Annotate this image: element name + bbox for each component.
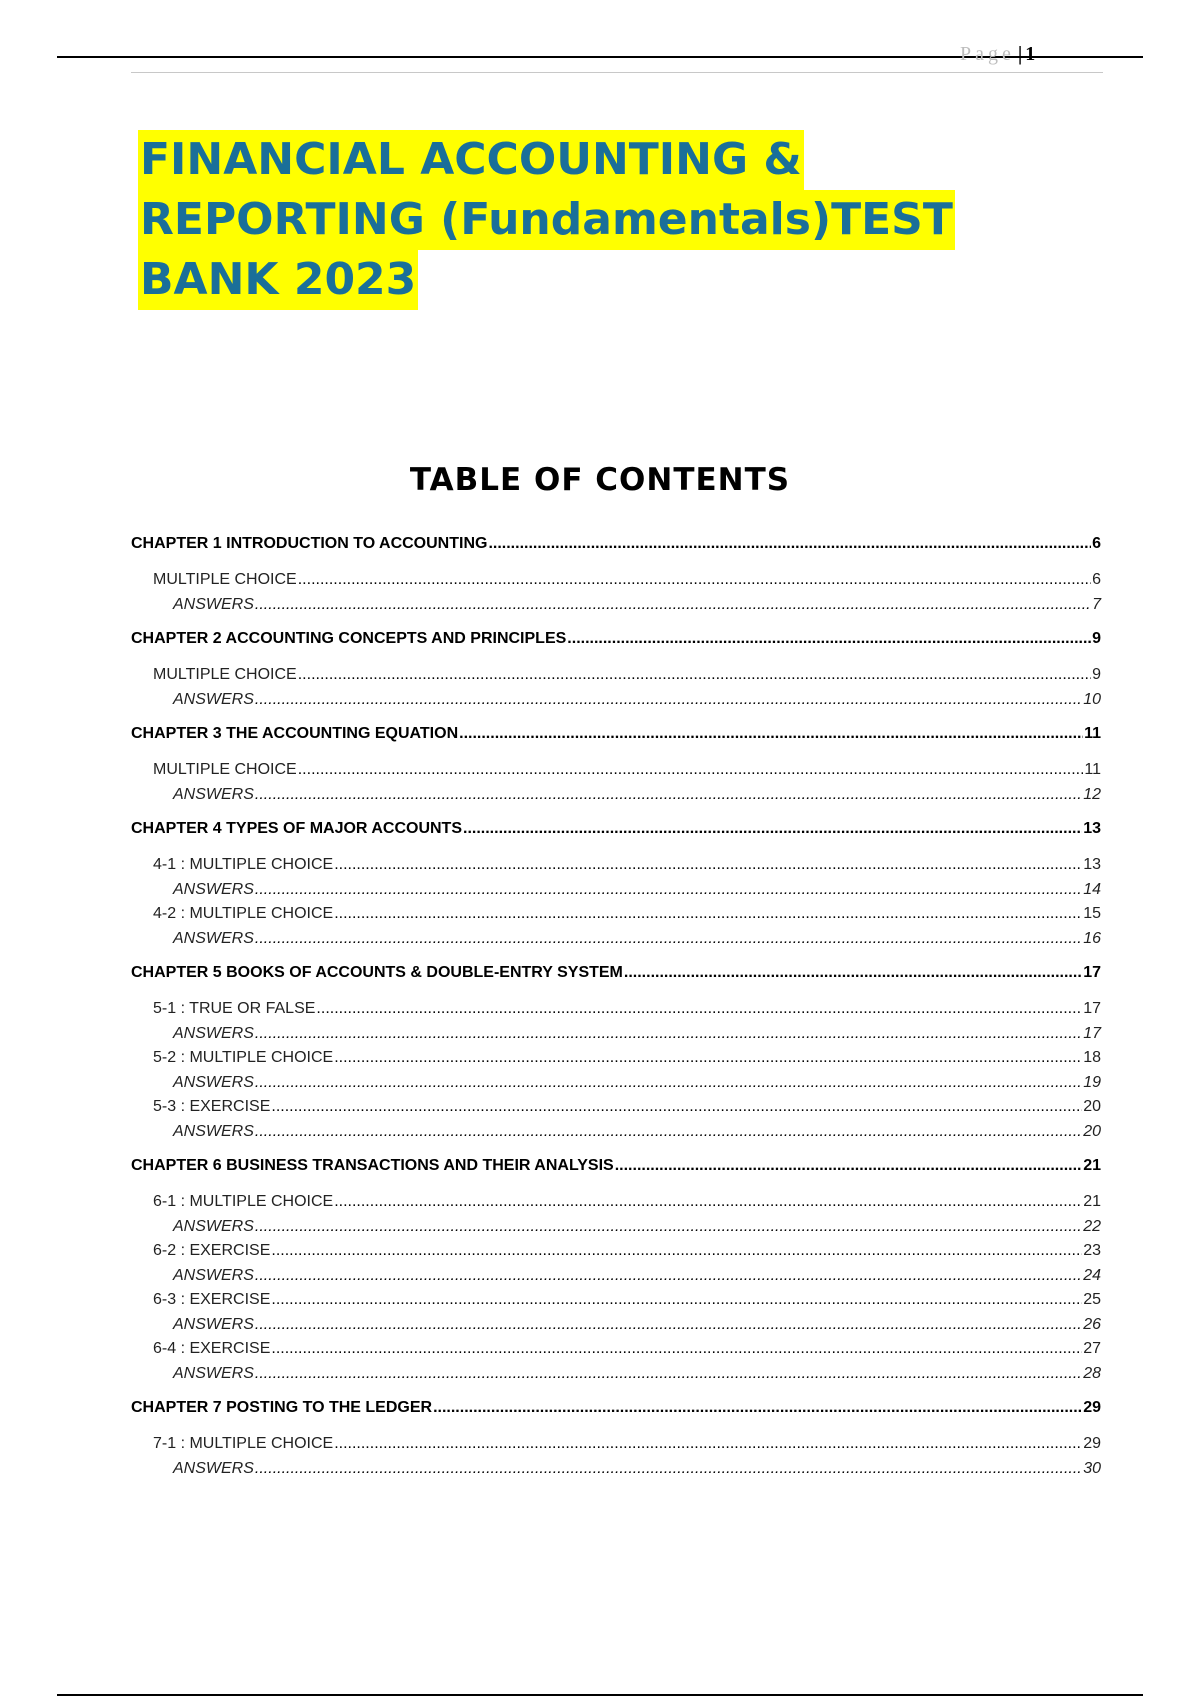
toc-section-entry[interactable] <box>131 1291 1101 1313</box>
toc-entry-label: CHAPTER 7 POSTING TO THE LEDGER <box>131 1399 433 1416</box>
toc-dot-leader <box>255 1365 1082 1383</box>
toc-entry-label: 6-1 : MULTIPLE CHOICE <box>153 1193 334 1210</box>
toc-entry-page: 17 <box>1083 1024 1101 1042</box>
page-number: 1 <box>1025 43 1036 65</box>
title-line-3: BANK 2023 <box>138 250 418 310</box>
toc-dot-leader <box>567 630 1091 648</box>
toc-entry-page: 15 <box>1083 905 1101 922</box>
toc-answers-entry[interactable] <box>131 1123 1101 1145</box>
title-line-1: FINANCIAL ACCOUNTING & <box>138 130 804 190</box>
toc-entry-label: ANSWERS <box>173 1122 254 1140</box>
toc-entry-page: 21 <box>1083 1193 1101 1210</box>
toc-chapter-entry[interactable] <box>131 535 1101 557</box>
toc-dot-leader <box>271 1242 1082 1260</box>
toc-dot-leader <box>255 1123 1082 1141</box>
toc-entry-label: CHAPTER 6 BUSINESS TRANSACTIONS AND THEIR ANALYSIS <box>131 1157 614 1174</box>
toc-entry-page: 26 <box>1083 1315 1101 1333</box>
toc-entry-page: 21 <box>1083 1157 1101 1174</box>
toc-dot-leader <box>255 930 1082 948</box>
toc-entry-page: 19 <box>1083 1073 1101 1091</box>
toc-entry-label: MULTIPLE CHOICE <box>153 666 297 683</box>
toc-dot-leader <box>463 820 1082 838</box>
toc-entry-label: ANSWERS <box>173 1217 254 1235</box>
toc-answers-entry[interactable] <box>131 1460 1101 1482</box>
toc-entry-page: 9 <box>1092 630 1101 647</box>
toc-chapter-entry[interactable] <box>131 630 1101 652</box>
toc-dot-leader <box>255 881 1082 899</box>
toc-entry-label: ANSWERS <box>173 1073 254 1091</box>
toc-entry-page: 22 <box>1083 1217 1101 1235</box>
toc-entry-label: 6-4 : EXERCISE <box>153 1340 271 1357</box>
toc-section-entry[interactable] <box>131 1098 1101 1120</box>
toc-answers-entry[interactable] <box>131 1316 1101 1338</box>
toc-entry-label: 5-2 : MULTIPLE CHOICE <box>153 1049 334 1066</box>
toc-entry-label: CHAPTER 1 INTRODUCTION TO ACCOUNTING <box>131 535 488 552</box>
toc-entry-page: 25 <box>1083 1291 1101 1308</box>
toc-entry-label: 4-2 : MULTIPLE CHOICE <box>153 905 334 922</box>
toc-dot-leader <box>334 905 1082 923</box>
toc-answers-entry[interactable] <box>131 1365 1101 1387</box>
toc-entry-label: 6-2 : EXERCISE <box>153 1242 271 1259</box>
toc-entry-page: 27 <box>1083 1340 1101 1357</box>
toc-section-entry[interactable] <box>131 571 1101 593</box>
toc-dot-leader <box>298 761 1084 779</box>
toc-entry-label: ANSWERS <box>173 1024 254 1042</box>
toc-dot-leader <box>624 964 1082 982</box>
toc-entry-label: CHAPTER 5 BOOKS OF ACCOUNTS & DOUBLE-ENTRY SYSTEM <box>131 964 623 981</box>
toc-dot-leader <box>488 535 1091 553</box>
toc-answers-entry[interactable] <box>131 691 1101 713</box>
toc-entry-label: 5-1 : TRUE OR FALSE <box>153 1000 316 1017</box>
toc-answers-entry[interactable] <box>131 786 1101 808</box>
toc-answers-entry[interactable] <box>131 1025 1101 1047</box>
toc-dot-leader <box>271 1291 1082 1309</box>
toc-entry-label: 5-3 : EXERCISE <box>153 1098 271 1115</box>
toc-entry-label: CHAPTER 4 TYPES OF MAJOR ACCOUNTS <box>131 820 462 837</box>
toc-answers-entry[interactable] <box>131 1074 1101 1096</box>
toc-entry-page: 14 <box>1083 880 1101 898</box>
page-number-header <box>960 42 1090 66</box>
toc-answers-entry[interactable] <box>131 930 1101 952</box>
toc-section-entry[interactable] <box>131 1193 1101 1215</box>
toc-entry-label: 7-1 : MULTIPLE CHOICE <box>153 1435 334 1452</box>
toc-entry-label: MULTIPLE CHOICE <box>153 761 297 778</box>
toc-dot-leader <box>271 1098 1082 1116</box>
header-underline <box>131 72 1103 73</box>
toc-entry-page: 29 <box>1083 1399 1101 1416</box>
toc-dot-leader <box>255 1025 1082 1043</box>
page-separator: | <box>1017 43 1023 65</box>
toc-answers-entry[interactable] <box>131 596 1101 618</box>
toc-entry-page: 10 <box>1083 690 1101 708</box>
toc-section-entry[interactable] <box>131 1000 1101 1022</box>
toc-entry-label: ANSWERS <box>173 929 254 947</box>
toc-dot-leader <box>298 666 1091 684</box>
toc-section-entry[interactable] <box>131 1340 1101 1362</box>
toc-entry-page: 17 <box>1083 964 1101 981</box>
toc-dot-leader <box>255 1460 1082 1478</box>
toc-entry-page: 24 <box>1083 1266 1101 1284</box>
toc-dot-leader <box>615 1157 1082 1175</box>
toc-entry-page: 17 <box>1083 1000 1101 1017</box>
toc-dot-leader <box>255 1218 1082 1236</box>
toc-entry-page: 9 <box>1092 666 1101 683</box>
toc-dot-leader <box>255 691 1082 709</box>
toc-section-entry[interactable] <box>131 761 1101 783</box>
toc-entry-page: 7 <box>1092 595 1101 613</box>
toc-entry-label: 6-3 : EXERCISE <box>153 1291 271 1308</box>
toc-section-entry[interactable] <box>131 1242 1101 1264</box>
toc-entry-label: CHAPTER 2 ACCOUNTING CONCEPTS AND PRINCIPLES <box>131 630 567 647</box>
toc-section-entry[interactable] <box>131 666 1101 688</box>
toc-entry-page: 30 <box>1083 1459 1101 1477</box>
toc-entry-label: MULTIPLE CHOICE <box>153 571 297 588</box>
toc-dot-leader <box>459 725 1083 743</box>
toc-entry-label: CHAPTER 3 THE ACCOUNTING EQUATION <box>131 725 459 742</box>
toc-heading: TABLE OF CONTENTS <box>409 462 791 498</box>
toc-section-entry[interactable] <box>131 856 1101 878</box>
toc-entry-page: 28 <box>1083 1364 1101 1382</box>
toc-entry-label: ANSWERS <box>173 880 254 898</box>
toc-entry-page: 13 <box>1083 820 1101 837</box>
page-word: Page <box>960 43 1015 65</box>
toc-entry-page: 6 <box>1092 571 1101 588</box>
toc-entry-page: 6 <box>1092 535 1101 552</box>
footer-rule <box>57 1694 1143 1696</box>
toc-entry-page: 18 <box>1083 1049 1101 1066</box>
toc-entry-label: ANSWERS <box>173 785 254 803</box>
toc-dot-leader <box>255 1316 1082 1334</box>
toc-entry-page: 11 <box>1084 761 1101 778</box>
toc-entry-page: 12 <box>1083 785 1101 803</box>
toc-chapter-entry[interactable] <box>131 1157 1101 1179</box>
toc-chapter-entry[interactable] <box>131 1399 1101 1421</box>
toc-dot-leader <box>334 1049 1082 1067</box>
toc-dot-leader <box>255 1267 1082 1285</box>
toc-entry-page: 20 <box>1083 1098 1101 1115</box>
toc-answers-entry[interactable] <box>131 1218 1101 1240</box>
toc-entry-label: ANSWERS <box>173 1315 254 1333</box>
toc-entry-label: ANSWERS <box>173 1364 254 1382</box>
toc-entry-page: 29 <box>1083 1435 1101 1452</box>
toc-dot-leader <box>334 1435 1082 1453</box>
toc-entry-page: 20 <box>1083 1122 1101 1140</box>
toc-dot-leader <box>255 1074 1082 1092</box>
toc-dot-leader <box>255 786 1082 804</box>
toc-dot-leader <box>271 1340 1082 1358</box>
toc-dot-leader <box>334 856 1082 874</box>
title-line-2: REPORTING (Fundamentals)TEST <box>138 190 955 250</box>
toc-entry-page: 13 <box>1083 856 1101 873</box>
toc-entry-label: 4-1 : MULTIPLE CHOICE <box>153 856 334 873</box>
toc-dot-leader <box>255 596 1091 614</box>
toc-section-entry[interactable] <box>131 1435 1101 1457</box>
toc-entry-label: ANSWERS <box>173 1266 254 1284</box>
toc-dot-leader <box>334 1193 1082 1211</box>
document-title <box>138 130 1038 310</box>
toc-section-entry[interactable] <box>131 1049 1101 1071</box>
toc-section-entry[interactable] <box>131 905 1101 927</box>
toc-entry-page: 23 <box>1083 1242 1101 1259</box>
toc-dot-leader <box>298 571 1091 589</box>
toc-entry-label: ANSWERS <box>173 1459 254 1477</box>
toc-entry-page: 11 <box>1084 725 1101 742</box>
toc-dot-leader <box>433 1399 1082 1417</box>
toc-answers-entry[interactable] <box>131 1267 1101 1289</box>
toc-chapter-entry[interactable] <box>131 964 1101 986</box>
toc-chapter-entry[interactable] <box>131 820 1101 842</box>
toc-dot-leader <box>316 1000 1082 1018</box>
toc-entry-label: ANSWERS <box>173 690 254 708</box>
toc-entry-label: ANSWERS <box>173 595 254 613</box>
toc-chapter-entry[interactable] <box>131 725 1101 747</box>
toc-entry-page: 16 <box>1083 929 1101 947</box>
toc-answers-entry[interactable] <box>131 881 1101 903</box>
